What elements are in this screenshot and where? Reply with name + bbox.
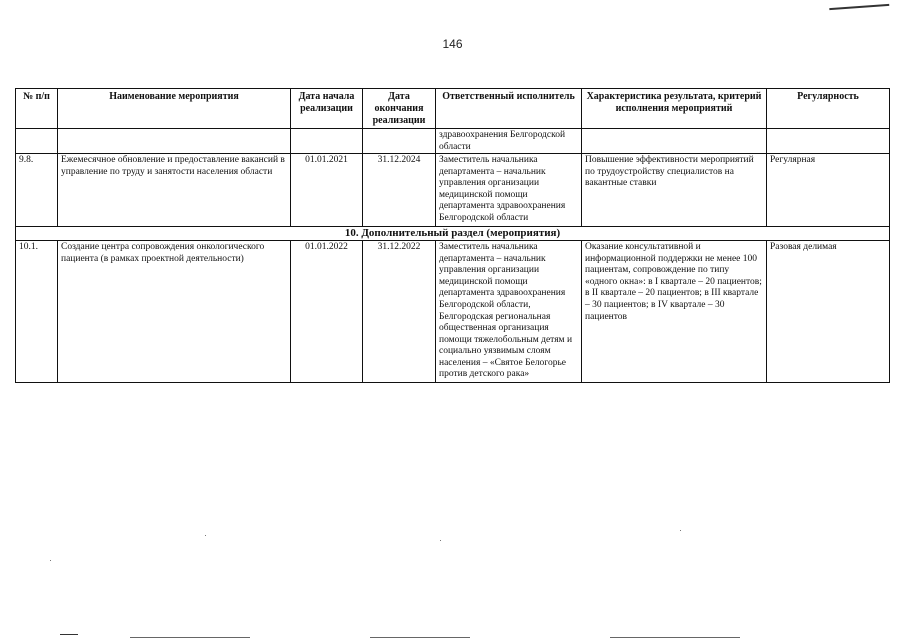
scan-artifact-line [60,634,78,635]
cell-name: Ежемесячное обновление и предоставление вакансий в управление по труду и занятости населения области [58,154,291,226]
cell-executor: Заместитель начальника департамента – начальник управления организации медицинской помощи департамента здравоохранения Белгородской области [436,154,582,226]
cell-executor: здравоохранения Белгородской области [436,129,582,154]
header-num: № п/п [16,89,58,129]
cell-start-date: 01.01.2021 [291,154,363,226]
cell-regularity: Разовая делимая [767,241,890,383]
scan-artifact-dot [50,560,51,561]
cell-empty [291,129,363,154]
scan-artifact-mark [829,0,890,10]
section-title: 10. Дополнительный раздел (мероприятия) [16,226,890,240]
header-regularity: Регулярность [767,89,890,129]
header-name: Наименование мероприятия [58,89,291,129]
cell-empty [58,129,291,154]
scan-artifact-dot [680,530,681,531]
scan-artifact-dot [205,535,206,536]
cell-executor: Заместитель начальника департамента – начальник управления организации медицинской помощи департамента здравоохранения Белгородской области, Белгородская региональная общественная организация помощи тяжелобольным детям и социально уязвимым слоям населения – «Святое Белогорье против детского рака» [436,241,582,383]
cell-empty [582,129,767,154]
scan-artifact-line [370,637,470,638]
table-row [16,154,890,226]
header-end-date: Дата окончания реализации [363,89,436,129]
events-table [15,88,890,383]
header-executor: Ответственный исполнитель [436,89,582,129]
cell-result: Оказание консультативной и информационной поддержки не менее 100 пациентам, сопровождение по типу «одного окна»: в I квартале – 20 пациентов; в II квартале – 20 пациентов; в III квартале – 30 пациентов; в IV квартале – 30 пациентов [582,241,767,383]
section-heading-row [16,226,890,240]
header-result: Характеристика результата, критерий исполнения мероприятий [582,89,767,129]
table-row [16,241,890,383]
cell-end-date: 31.12.2022 [363,241,436,383]
table-row-continuation [16,129,890,154]
cell-end-date: 31.12.2024 [363,154,436,226]
cell-empty [767,129,890,154]
cell-start-date: 01.01.2022 [291,241,363,383]
page-number: 146 [442,37,463,51]
cell-empty [363,129,436,154]
scan-artifact-line [130,637,250,638]
scan-artifact-dot [440,540,441,541]
cell-empty [16,129,58,154]
cell-num: 10.1. [16,241,58,383]
scan-artifact-line [610,637,740,638]
header-start-date: Дата начала реализации [291,89,363,129]
cell-result: Повышение эффективности мероприятий по трудоустройству специалистов на вакантные ставки [582,154,767,226]
cell-name: Создание центра сопровождения онкологического пациента (в рамках проектной деятельности) [58,241,291,383]
cell-num: 9.8. [16,154,58,226]
cell-regularity: Регулярная [767,154,890,226]
table-header-row [16,89,890,129]
